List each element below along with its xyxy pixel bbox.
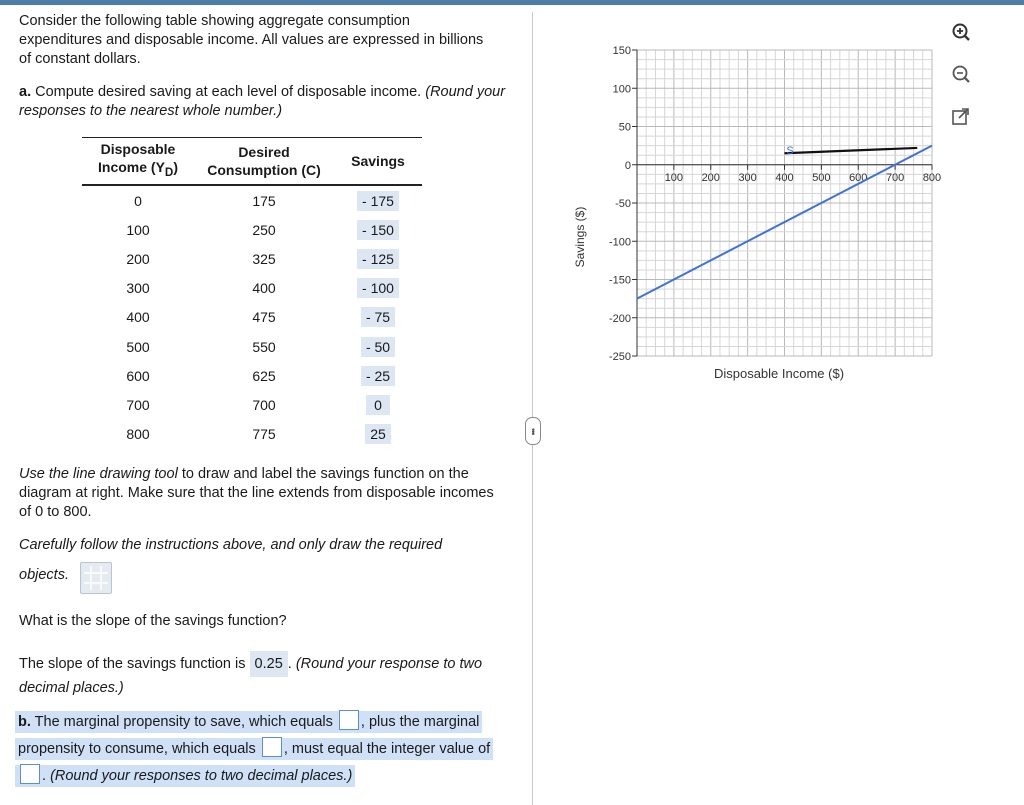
y-tick-label: 150 xyxy=(612,45,631,57)
x-tick-label: 100 xyxy=(664,171,684,184)
table-row xyxy=(82,420,422,449)
part-a-label: a. xyxy=(19,84,32,100)
consumption-cell: 175 xyxy=(252,192,276,209)
table-row xyxy=(82,303,422,332)
x-tick-label: 200 xyxy=(701,171,720,184)
part-a-hint: (Round your responses to the nearest whole number.) xyxy=(19,84,506,119)
savings-answer-field[interactable]: - 125 xyxy=(357,249,399,269)
header-savings: Savings xyxy=(334,138,422,186)
savings-answer-field[interactable]: - 75 xyxy=(361,307,395,327)
table-row xyxy=(82,390,422,419)
table-row xyxy=(82,244,422,273)
savings-answer-field[interactable]: 0 xyxy=(366,395,390,415)
income-cell: 400 xyxy=(126,309,150,326)
y-tick-label: -250 xyxy=(608,351,631,363)
savings-cell xyxy=(334,420,422,449)
consumption-cell: 325 xyxy=(252,250,276,267)
mpc-input[interactable] xyxy=(262,737,282,757)
line-tool-link[interactable]: Use the line drawing tool xyxy=(19,466,178,482)
savings-answer-field[interactable]: - 150 xyxy=(357,220,399,240)
sum-input[interactable] xyxy=(20,764,40,784)
savings-cell xyxy=(334,244,422,273)
table-row xyxy=(82,215,422,244)
table-row xyxy=(82,361,422,390)
x-tick-label: 700 xyxy=(885,171,905,184)
mps-input[interactable] xyxy=(339,710,359,730)
y-tick-label: -200 xyxy=(608,312,631,325)
savings-chart[interactable] xyxy=(560,30,990,430)
savings-cell xyxy=(334,185,422,215)
panel-divider[interactable] xyxy=(532,12,533,805)
savings-cell xyxy=(334,274,422,303)
consumption-cell: 400 xyxy=(252,280,276,297)
table-row xyxy=(82,185,422,215)
y-tick-label: 50 xyxy=(618,121,631,134)
zoom-out-icon[interactable] xyxy=(948,62,974,88)
part-b-label: b. xyxy=(18,714,31,730)
slope-answer-field[interactable]: 0.25 xyxy=(250,651,288,677)
savings-cell xyxy=(334,303,422,332)
data-table xyxy=(82,137,422,449)
slope-answer-text: The slope of the savings function is 0.25 . (Round your response to two decimal places.) xyxy=(19,651,519,699)
x-tick-label: 500 xyxy=(812,171,831,184)
y-tick-label: -100 xyxy=(608,236,631,249)
expand-icon[interactable] xyxy=(948,104,974,130)
y-tick-label: 0 xyxy=(624,159,631,172)
x-tick-label: 300 xyxy=(738,171,757,184)
income-cell: 600 xyxy=(126,367,150,384)
careful-text: Carefully follow the instructions above, and only draw the required xyxy=(19,537,443,553)
part-a-question: Compute desired saving at each level of disposable income. xyxy=(35,84,422,100)
x-axis-label: Disposable Income ($) xyxy=(713,366,845,381)
zoom-in-icon[interactable] xyxy=(948,20,974,46)
header-consumption: Desired Consumption (C) xyxy=(194,138,334,186)
consumption-cell: 775 xyxy=(252,426,276,443)
savings-cell xyxy=(334,332,422,361)
savings-cell xyxy=(334,215,422,244)
income-cell: 300 xyxy=(126,280,150,297)
y-axis-label: Savings ($) xyxy=(573,206,587,268)
consumption-cell: 250 xyxy=(252,221,276,238)
income-cell: 200 xyxy=(126,250,150,267)
objects-text: objects. xyxy=(19,567,69,583)
table-row xyxy=(82,332,422,361)
savings-line-label: S xyxy=(786,145,794,158)
income-cell: 700 xyxy=(126,396,150,413)
income-cell: 500 xyxy=(126,338,150,355)
savings-answer-field[interactable]: 25 xyxy=(365,424,391,444)
income-cell: 800 xyxy=(126,426,150,443)
drawn-line-segment xyxy=(785,148,918,153)
panel-resize-handle[interactable]: ••• xyxy=(525,417,541,445)
consumption-cell: 475 xyxy=(252,309,276,326)
savings-answer-field[interactable]: - 50 xyxy=(361,337,395,357)
table-row xyxy=(82,274,422,303)
intro-text: Consider the following table showing aggregate consumption expenditures and disposable income. All values are expressed in billions of constant dollars. xyxy=(19,13,484,67)
part-a-text xyxy=(19,83,509,121)
savings-answer-field[interactable]: - 175 xyxy=(357,191,399,211)
savings-cell xyxy=(334,390,422,419)
income-cell: 100 xyxy=(126,221,150,238)
consumption-cell: 625 xyxy=(252,367,276,384)
y-tick-label: -150 xyxy=(608,274,631,287)
instruction-text: Use the line drawing tool to draw and label the savings function on the diagram at right. Make sure that the line extends from disposable incomes of 0 to 800. xyxy=(19,466,494,520)
x-tick-label: 600 xyxy=(849,171,868,184)
x-tick-label: 800 xyxy=(922,171,942,184)
consumption-cell: 700 xyxy=(252,396,276,413)
x-tick-label: 400 xyxy=(775,171,794,184)
part-b-text: b. The marginal propensity to save, which equals , plus the marginal propensity to consume, which equals , must equal the integer value of . (Round your responses to two decimal places.) xyxy=(15,709,505,790)
graph-tool-icon[interactable] xyxy=(80,562,112,594)
income-cell: 0 xyxy=(134,192,142,209)
savings-answer-field[interactable]: - 100 xyxy=(357,278,399,298)
consumption-cell: 550 xyxy=(252,338,276,355)
savings-cell xyxy=(334,361,422,390)
y-tick-label: 100 xyxy=(612,83,631,96)
y-tick-label: -50 xyxy=(615,198,631,210)
slope-question: What is the slope of the savings function? xyxy=(19,613,287,629)
savings-answer-field[interactable]: - 25 xyxy=(361,366,395,386)
table-header-row xyxy=(82,138,422,186)
header-income: Disposable Income $(Y_D)$ xyxy=(82,138,194,186)
